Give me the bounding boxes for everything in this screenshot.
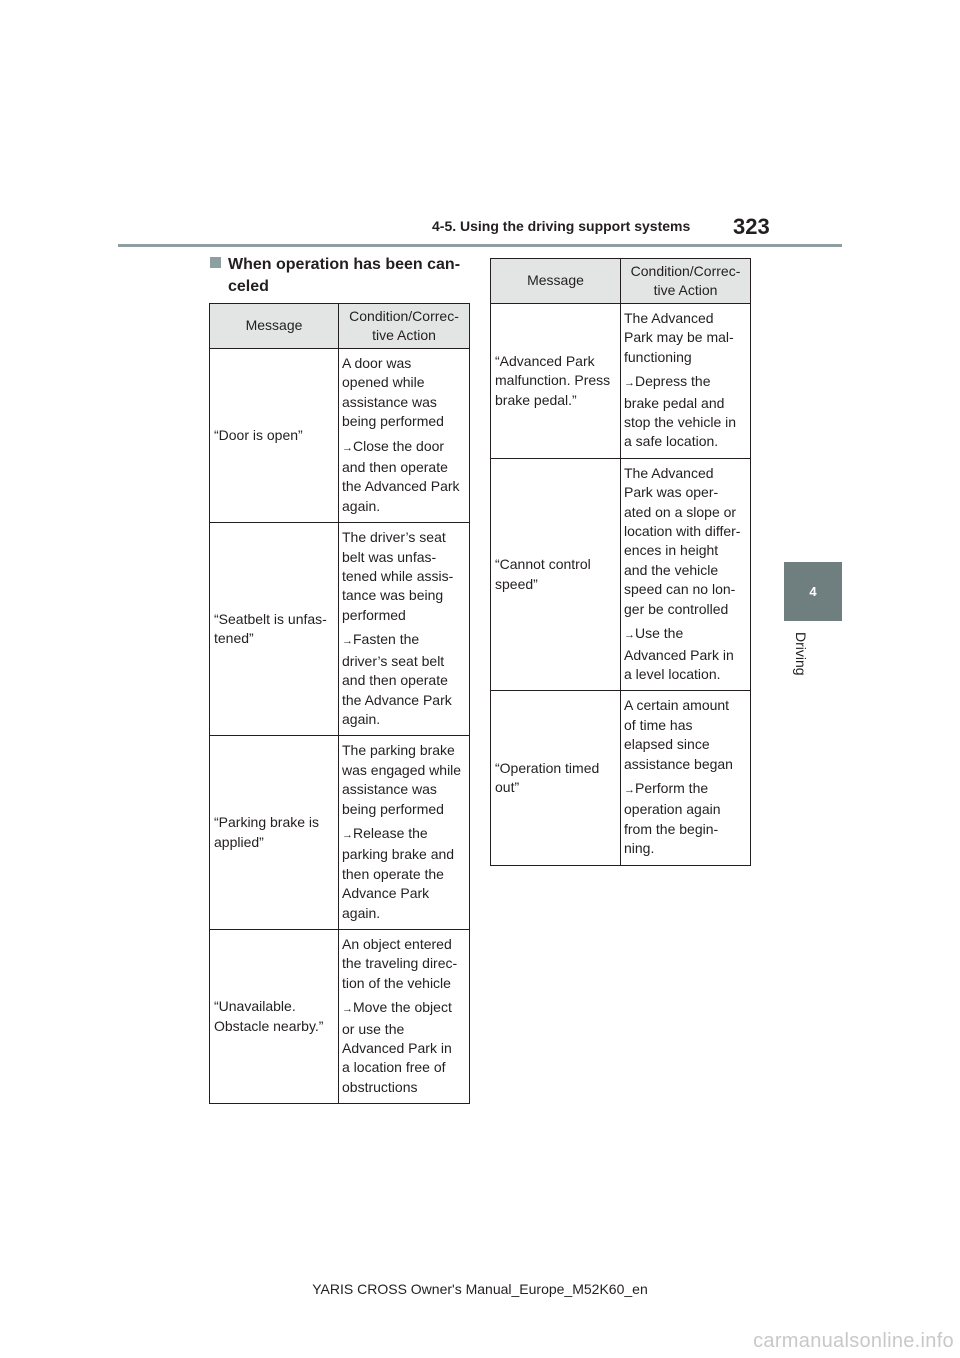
message-text: “Unavailable. (214, 998, 296, 1015)
message-cell (491, 458, 621, 690)
table-row (491, 458, 751, 690)
condition-action-cell (339, 349, 470, 523)
message-table-left (209, 303, 470, 1104)
section-title (210, 254, 472, 298)
message-text: speed” (495, 575, 538, 592)
message-header: Message (210, 304, 339, 349)
action-line: Move the object (353, 999, 452, 1016)
message-text: “Advanced Park (495, 352, 595, 369)
action-line: Fasten the (353, 631, 420, 648)
condition-line: A door was (342, 355, 412, 371)
condition-line: tion of the vehicle (342, 974, 451, 991)
corrective-action-text (624, 624, 747, 684)
action-line: Release the (353, 824, 428, 841)
message-text: out” (495, 778, 520, 795)
action-line: the Advanced Park (342, 478, 460, 495)
arrow-right-icon: → (342, 635, 353, 648)
message-text: applied” (214, 833, 264, 850)
action-line: stop the vehicle in (624, 414, 737, 431)
action-line: Close the door (353, 437, 445, 454)
condition-line: An object entered (342, 935, 452, 952)
condition-text (342, 528, 466, 625)
action-line: a safe location. (624, 433, 719, 450)
message-table-right (490, 258, 751, 866)
action-line: or use the (342, 1020, 405, 1037)
section-title-line2: celed (228, 278, 269, 295)
condition-line: The driver’s seat (342, 529, 446, 546)
corrective-action-text (342, 998, 466, 1097)
corrective-action-text (624, 779, 747, 859)
condition-line: elapsed since (624, 736, 710, 753)
footer-manual-title: YARIS CROSS Owner's Manual_Europe_M52K60_en (312, 1281, 648, 1297)
condition-line: Park was oper- (624, 484, 719, 501)
condition-line: tance was being (342, 587, 444, 604)
condition-action-cell (339, 523, 470, 736)
action-line: again. (342, 904, 381, 921)
chapter-label: Driving (793, 632, 809, 676)
condition-line: performed (342, 606, 406, 623)
condition-text (624, 464, 747, 619)
message-header: Message (491, 259, 621, 304)
condition-line: of time has (624, 716, 693, 733)
condition-line: ences in height (624, 542, 719, 559)
action-line: Perform the (635, 779, 709, 796)
action-line: and then operate (342, 672, 448, 689)
action-line: Use the (635, 625, 684, 642)
table-row (491, 304, 751, 459)
condition-line: Park may be mal- (624, 329, 734, 346)
message-cell (210, 929, 339, 1103)
action-line: from the begin- (624, 820, 719, 837)
condition-line: A certain amount (624, 697, 730, 714)
corrective-action-text (342, 824, 466, 923)
condition-line: being performed (342, 800, 444, 817)
action-line: and then operate (342, 459, 448, 476)
condition-line: functioning (624, 348, 692, 365)
section-heading: 4-5. Using the driving support systems (432, 218, 691, 234)
condition-line: location with differ- (624, 523, 741, 540)
watermark: carmanualsonline.info (753, 1330, 954, 1352)
message-cell (210, 523, 339, 736)
condition-line: was engaged while (342, 761, 462, 778)
message-text: brake pedal.” (495, 391, 577, 408)
arrow-right-icon: → (624, 629, 635, 642)
action-line: a level location. (624, 665, 721, 682)
condition-line: the traveling direc- (342, 955, 458, 972)
condition-line: The Advanced (624, 464, 714, 481)
table-row (491, 691, 751, 865)
action-line: Advance Park (342, 885, 430, 902)
table-row (210, 736, 470, 930)
action-line: parking brake and (342, 846, 455, 863)
arrow-right-icon: → (624, 783, 635, 796)
message-cell (210, 736, 339, 930)
action-header: Condition/Correc- tive Action (339, 304, 470, 349)
action-line: driver’s seat belt (342, 652, 445, 669)
message-text: “Door is open” (214, 426, 303, 443)
arrow-right-icon: → (342, 1003, 353, 1016)
condition-line: The Advanced (624, 310, 714, 326)
condition-action-cell (621, 458, 751, 690)
table-row (210, 349, 470, 523)
table-row (210, 523, 470, 736)
condition-line: ger be controlled (624, 600, 729, 617)
arrow-right-icon: → (624, 377, 635, 390)
message-cell (210, 349, 339, 523)
action-line: operation again (624, 801, 721, 818)
action-line: again. (342, 710, 381, 727)
action-line: a location free of (342, 1059, 446, 1076)
message-text: tened” (214, 630, 254, 647)
square-bullet-icon (210, 257, 221, 268)
condition-line: opened while (342, 374, 425, 391)
condition-line: belt was unfas- (342, 548, 437, 565)
condition-line: assistance began (624, 755, 733, 772)
condition-text (624, 309, 747, 367)
condition-line: and the vehicle (624, 561, 719, 578)
action-line: Advanced Park in (342, 1040, 452, 1056)
corrective-action-text (342, 437, 466, 517)
header-rule (118, 244, 842, 247)
arrow-right-icon: → (342, 441, 353, 454)
message-text: “Seatbelt is unfas- (214, 610, 327, 627)
condition-line: The parking brake (342, 742, 455, 759)
condition-line: being performed (342, 413, 444, 430)
message-text: Obstacle nearby.” (214, 1017, 324, 1034)
condition-line: assistance was (342, 781, 437, 798)
table-row (210, 929, 470, 1103)
condition-text (342, 741, 466, 819)
action-line: the Advance Park (342, 691, 452, 708)
page-number: 323 (733, 214, 770, 239)
condition-action-cell (339, 736, 470, 930)
message-cell (491, 304, 621, 459)
action-header: Condition/Correc- tive Action (621, 259, 751, 304)
condition-action-cell (621, 691, 751, 865)
condition-action-cell (621, 304, 751, 459)
condition-line: ated on a slope or (624, 503, 737, 520)
action-line: again. (342, 497, 381, 514)
action-line: Advanced Park in (624, 646, 734, 663)
message-text: “Operation timed (495, 759, 600, 776)
corrective-action-text (624, 372, 747, 452)
action-line: Depress the (635, 373, 711, 390)
chapter-number: 4 (809, 584, 817, 599)
action-line: then operate the (342, 865, 444, 882)
condition-line: speed can no lon- (624, 581, 736, 598)
action-line: ning. (624, 840, 655, 857)
condition-line: assistance was (342, 393, 437, 410)
condition-text (342, 354, 466, 432)
corrective-action-text (342, 630, 466, 729)
action-line: brake pedal and (624, 394, 725, 411)
condition-line: tened while assis- (342, 568, 454, 585)
arrow-right-icon: → (342, 828, 353, 841)
section-title-line1: When operation has been can- (228, 256, 461, 273)
condition-action-cell (339, 929, 470, 1103)
message-text: “Parking brake is (214, 814, 320, 831)
condition-text (342, 935, 466, 993)
action-line: obstructions (342, 1078, 418, 1095)
chapter-tab[interactable] (784, 562, 842, 621)
message-cell (491, 691, 621, 865)
message-text: “Cannot control (495, 556, 591, 573)
message-text: malfunction. Press (495, 372, 611, 389)
condition-text (624, 696, 747, 774)
